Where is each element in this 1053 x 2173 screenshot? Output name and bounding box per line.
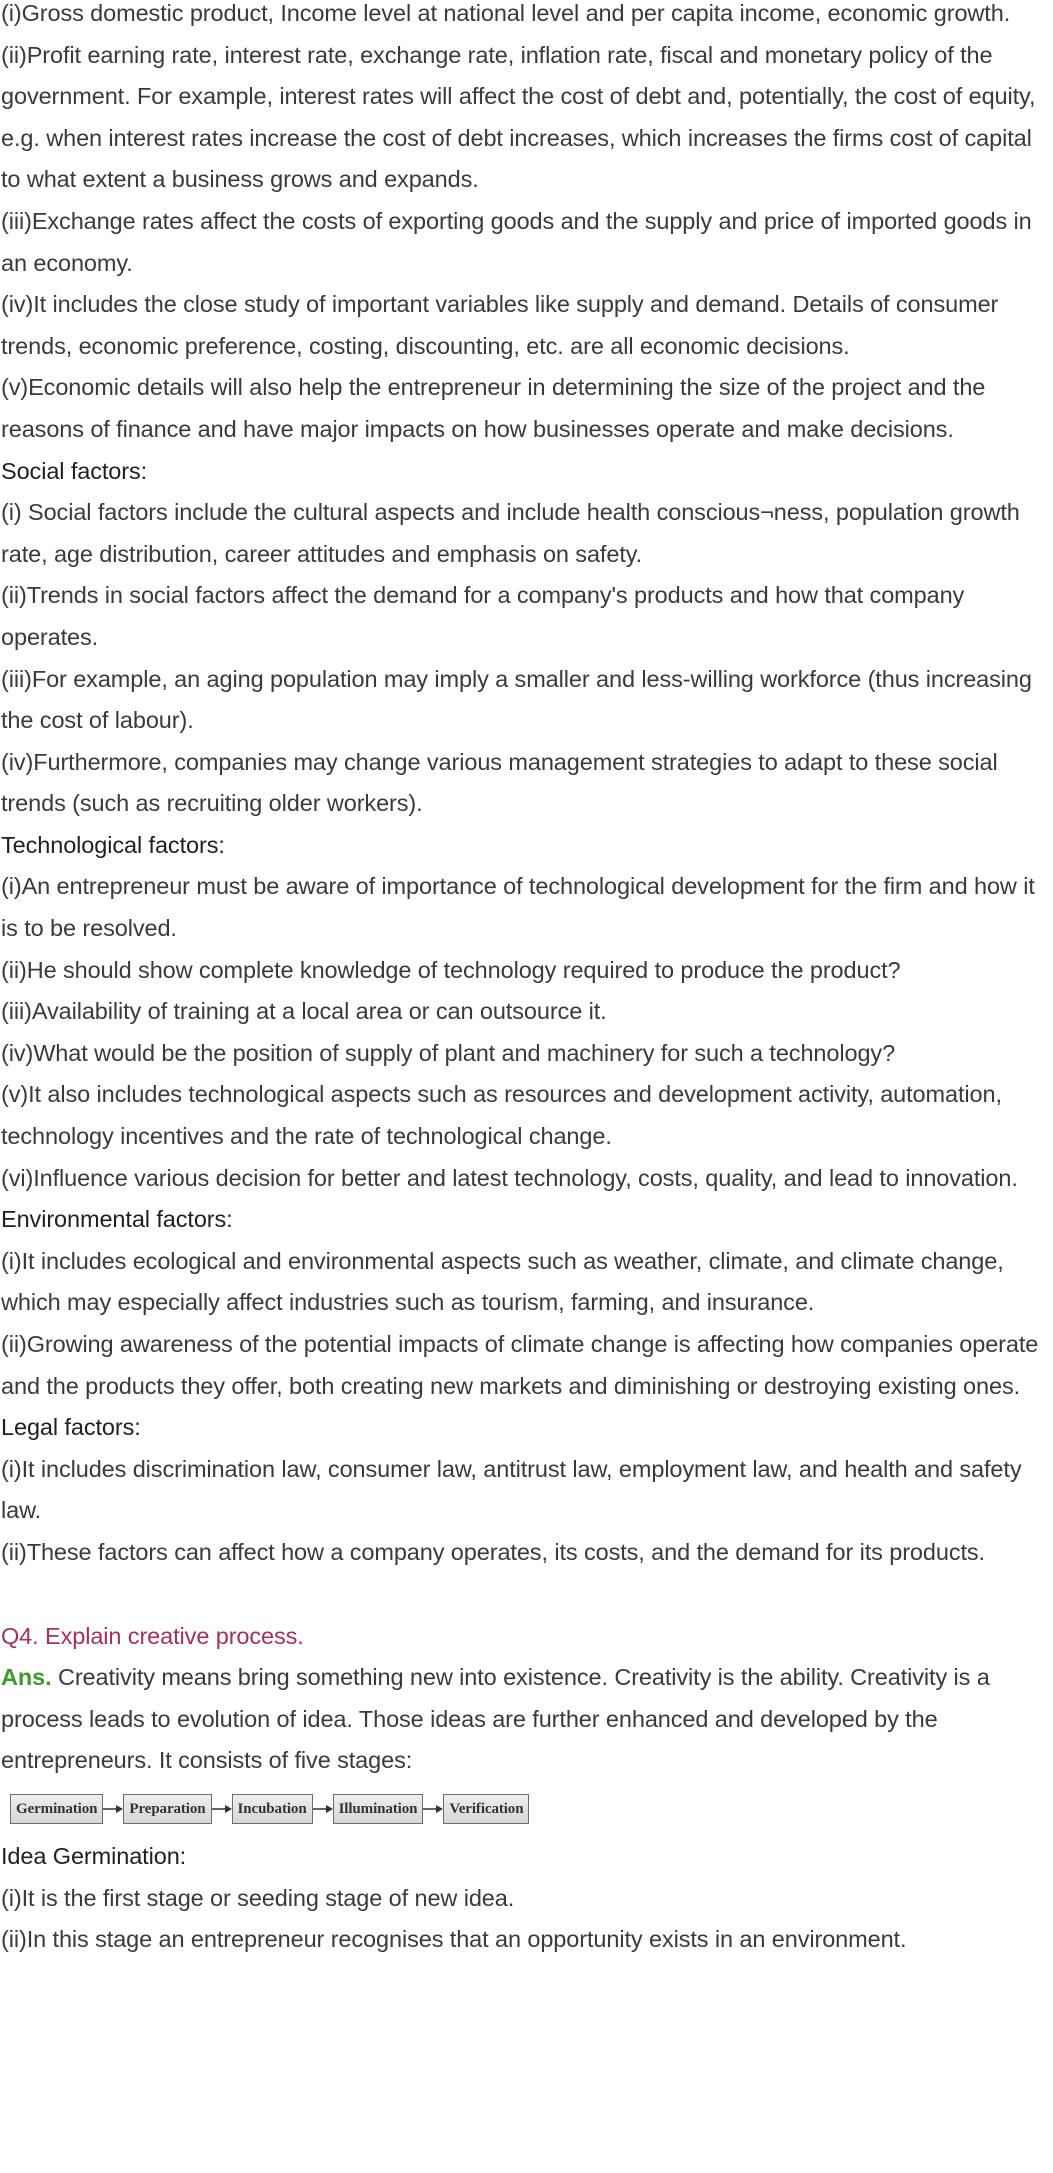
social-item-1: (i) Social factors include the cultural aspects and include health conscious¬ness, population growth rate, age distribution, career attitudes and emphasis on safety. [1, 499, 1020, 567]
economic-item-4: (iv)It includes the close study of important variables like supply and demand. Details of consumer trends, economic preference, costing, discounting, etc. are all economic decisions. [1, 291, 999, 359]
stage-germination: Germination [10, 1794, 103, 1824]
social-item-3: (iii)For example, an aging population may imply a smaller and less-willing workforce (thus increasing the cost of labour). [1, 665, 1032, 734]
document-content [1, 0, 1051, 1961]
environmental-item-2: (ii)Growing awareness of the potential impacts of climate change is affecting how companies operate and the products they offer, both creating new markets and diminishing or destroying existing ones. [1, 1331, 1039, 1399]
social-factors-heading: Social factors: [1, 457, 148, 484]
answer-text: Creativity means bring something new into existence. Creativity is the ability. Creativity is a process leads to evolution of idea. Those ideas are further enhanced and developed by the entrepreneurs. It consists of five stages: [1, 1664, 990, 1774]
germination-item-2: (ii)In this stage an entrepreneur recognises that an opportunity exists in an environment. [1, 1926, 907, 1953]
creative-process-diagram [1, 1782, 1051, 1836]
environmental-factors-heading: Environmental factors: [1, 1206, 233, 1233]
arrow-right-icon [313, 1804, 333, 1814]
environmental-item-1: (i)It includes ecological and environmental aspects such as weather, climate, and climate change, which may especially affect industries such as tourism, farming, and insurance. [1, 1247, 1004, 1316]
stage-verification: Verification [443, 1794, 529, 1824]
technological-item-3: (iii)Availability of training at a local area or can outsource it. [1, 998, 607, 1025]
legal-factors-heading: Legal factors: [1, 1414, 141, 1441]
stage-incubation: Incubation [232, 1794, 313, 1824]
technological-factors-heading: Technological factors: [1, 831, 225, 858]
technological-item-2: (ii)He should show complete knowledge of technology required to produce the product? [1, 956, 901, 983]
question-4-answer [1, 1657, 1051, 1782]
arrow-right-icon [103, 1804, 123, 1814]
section-spacer [1, 1574, 1051, 1616]
social-item-4: (iv)Furthermore, companies may change various management strategies to adapt to these social trends (such as recruiting older workers). [1, 748, 998, 817]
economic-item-3: (iii)Exchange rates affect the costs of exporting goods and the supply and price of imported goods in an economy. [1, 207, 1032, 276]
germination-item-1: (i)It is the first stage or seeding stage of new idea. [1, 1884, 515, 1911]
idea-germination-heading: Idea Germination: [1, 1842, 187, 1869]
economic-item-1: (i)Gross domestic product, Income level at national level and per capita income, economic growth. [1, 0, 1011, 26]
legal-item-2: (ii)These factors can affect how a company operates, its costs, and the demand for its products. [1, 1538, 985, 1565]
stage-illumination: Illumination [333, 1794, 424, 1824]
arrow-right-icon [212, 1804, 232, 1814]
economic-item-5: (v)Economic details will also help the entrepreneur in determining the size of the project and the reasons of finance and have major impacts on how businesses operate and make decisions. [1, 374, 986, 442]
technological-item-6: (vi)Influence various decision for better and latest technology, costs, quality, and lead to innovation. [1, 1164, 1018, 1191]
technological-item-4: (iv)What would be the position of supply of plant and machinery for such a technology? [1, 1039, 896, 1066]
technological-item-1: (i)An entrepreneur must be aware of importance of technological development for the firm and how it is to be resolved. [1, 873, 1035, 942]
stage-preparation: Preparation [123, 1794, 211, 1824]
arrow-right-icon [423, 1804, 443, 1814]
technological-item-5: (v)It also includes technological aspects such as resources and development activity, automation, technology incentives and the rate of technological change. [1, 1081, 1002, 1150]
legal-item-1: (i)It includes discrimination law, consumer law, antitrust law, employment law, and health and safety law. [1, 1455, 1022, 1524]
question-4-title: Q4. Explain creative process. [1, 1622, 304, 1649]
social-item-2: (ii)Trends in social factors affect the demand for a company's products and how that company operates. [1, 582, 965, 650]
answer-label: Ans. [1, 1664, 52, 1691]
economic-item-2: (ii)Profit earning rate, interest rate, exchange rate, inflation rate, fiscal and monetary policy of the government. For example, interest rates will affect the cost of debt and, potentially, the cost of equity, e.g. when interest rates increase the cost of debt increases, which increases the firms cost of capital to what extent a business grows and expands. [1, 41, 1036, 193]
